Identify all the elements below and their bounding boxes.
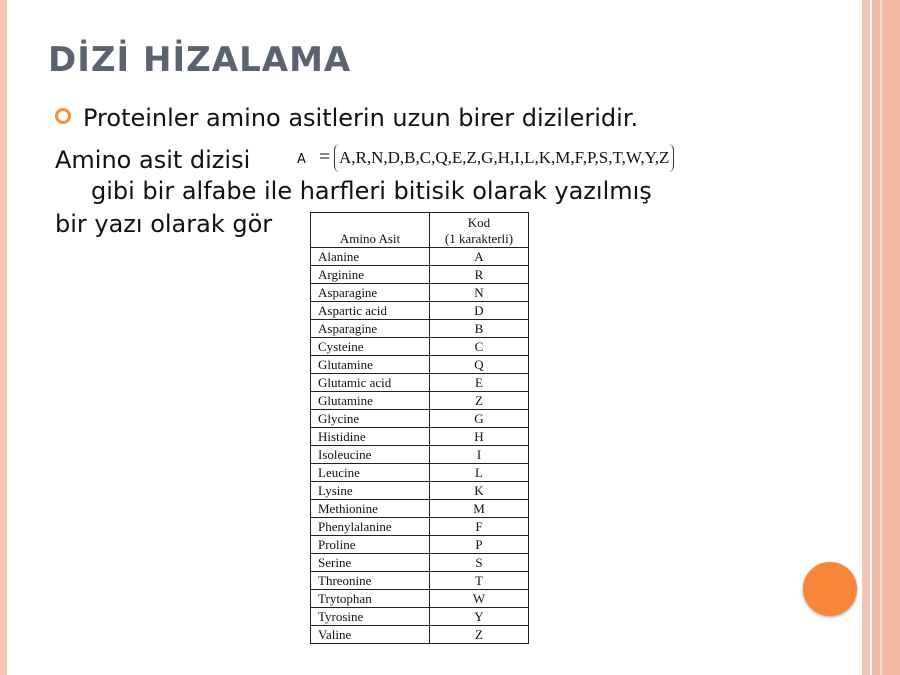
formula-variable: A bbox=[297, 152, 306, 167]
table-row bbox=[311, 428, 529, 446]
amino-acid-name: Asparagine bbox=[311, 284, 430, 302]
amino-acid-code: S bbox=[430, 554, 529, 572]
amino-acid-code: T bbox=[430, 572, 529, 590]
amino-acid-name: Arginine bbox=[311, 266, 430, 284]
table-row bbox=[311, 536, 529, 554]
table-row bbox=[311, 554, 529, 572]
table-row bbox=[311, 590, 529, 608]
table-row bbox=[311, 266, 529, 284]
amino-acid-code: K bbox=[430, 482, 529, 500]
amino-acid-name: Methionine bbox=[311, 500, 430, 518]
amino-acid-name: Glutamine bbox=[311, 392, 430, 410]
amino-acid-name: Glutamic acid bbox=[311, 374, 430, 392]
amino-acid-name: Glutamine bbox=[311, 356, 430, 374]
right-border-stripe-outer bbox=[872, 0, 900, 675]
right-border-highlight bbox=[880, 0, 882, 675]
amino-acid-name: Valine bbox=[311, 626, 430, 644]
amino-acid-name: Threonine bbox=[311, 572, 430, 590]
amino-acid-name: Glycine bbox=[311, 410, 430, 428]
amino-acid-code: G bbox=[430, 410, 529, 428]
table-row bbox=[311, 518, 529, 536]
amino-acid-code: Y bbox=[430, 608, 529, 626]
amino-acid-code: H bbox=[430, 428, 529, 446]
amino-acid-name: Phenylalanine bbox=[311, 518, 430, 536]
amino-acid-code: W bbox=[430, 590, 529, 608]
amino-acid-code: Z bbox=[430, 392, 529, 410]
table-row bbox=[311, 248, 529, 266]
amino-acid-name: Aspartic acid bbox=[311, 302, 430, 320]
amino-acid-code: D bbox=[430, 302, 529, 320]
amino-acid-code: I bbox=[430, 446, 529, 464]
orange-circle-decoration bbox=[803, 562, 857, 616]
header-code bbox=[430, 213, 529, 248]
table-row bbox=[311, 572, 529, 590]
table-row bbox=[311, 626, 529, 644]
table-row bbox=[311, 410, 529, 428]
table-row bbox=[311, 302, 529, 320]
amino-acid-name: Leucine bbox=[311, 464, 430, 482]
slide-title: DİZİ HİZALAMA bbox=[48, 40, 352, 80]
amino-acid-code: M bbox=[430, 500, 529, 518]
table-row bbox=[311, 446, 529, 464]
table-row bbox=[311, 500, 529, 518]
amino-acid-name: Alanine bbox=[311, 248, 430, 266]
header-code-line1: Kod bbox=[467, 215, 491, 230]
amino-acid-code: C bbox=[430, 338, 529, 356]
table-row bbox=[311, 482, 529, 500]
left-border-stripe bbox=[0, 0, 7, 675]
amino-acid-name: Asparagine bbox=[311, 320, 430, 338]
amino-acid-code: A bbox=[430, 248, 529, 266]
bullet-text: Proteinler amino asitlerin uzun birer dizileridir. bbox=[83, 104, 639, 132]
table-row bbox=[311, 284, 529, 302]
amino-acid-name: Proline bbox=[311, 536, 430, 554]
table-row bbox=[311, 392, 529, 410]
amino-acid-code: P bbox=[430, 536, 529, 554]
header-amino-acid: Amino Asit bbox=[311, 213, 430, 248]
table-row bbox=[311, 464, 529, 482]
paragraph-line-2: gibi bir alfabe ile harfleri bitisik olarak yazılmış bbox=[91, 177, 652, 205]
amino-acid-name: Serine bbox=[311, 554, 430, 572]
right-border-stripe-inner bbox=[862, 0, 870, 675]
amino-acid-name: Trytophan bbox=[311, 590, 430, 608]
paragraph-line-1: Amino asit dizisi bbox=[55, 146, 251, 174]
amino-acid-name: Histidine bbox=[311, 428, 430, 446]
amino-acid-code: N bbox=[430, 284, 529, 302]
table-row bbox=[311, 320, 529, 338]
amino-acid-code: F bbox=[430, 518, 529, 536]
circle-bullet-icon bbox=[55, 108, 71, 124]
header-code-line2: (1 karakterli) bbox=[444, 231, 514, 246]
table-row bbox=[311, 608, 529, 626]
table-header-row bbox=[311, 213, 529, 248]
formula-equals: = bbox=[319, 146, 331, 168]
amino-acid-name: Cysteine bbox=[311, 338, 430, 356]
amino-acid-code: B bbox=[430, 320, 529, 338]
amino-acid-code: Z bbox=[430, 626, 529, 644]
amino-acid-name: Tyrosine bbox=[311, 608, 430, 626]
table-row bbox=[311, 338, 529, 356]
paragraph-line-3: bir yazı olarak gör bbox=[55, 210, 273, 238]
amino-acid-code: E bbox=[430, 374, 529, 392]
amino-acid-table bbox=[310, 212, 529, 644]
amino-acid-name: Isoleucine bbox=[311, 446, 430, 464]
table-row bbox=[311, 374, 529, 392]
amino-acid-code: Q bbox=[430, 356, 529, 374]
formula-alphabet-set: A,R,N,D,B,C,Q,E,Z,G,H,I,L,K,M,F,P,S,T,W,Y,Z bbox=[334, 144, 674, 172]
table-row bbox=[311, 356, 529, 374]
amino-acid-code: R bbox=[430, 266, 529, 284]
amino-acid-name: Lysine bbox=[311, 482, 430, 500]
amino-acid-code: L bbox=[430, 464, 529, 482]
